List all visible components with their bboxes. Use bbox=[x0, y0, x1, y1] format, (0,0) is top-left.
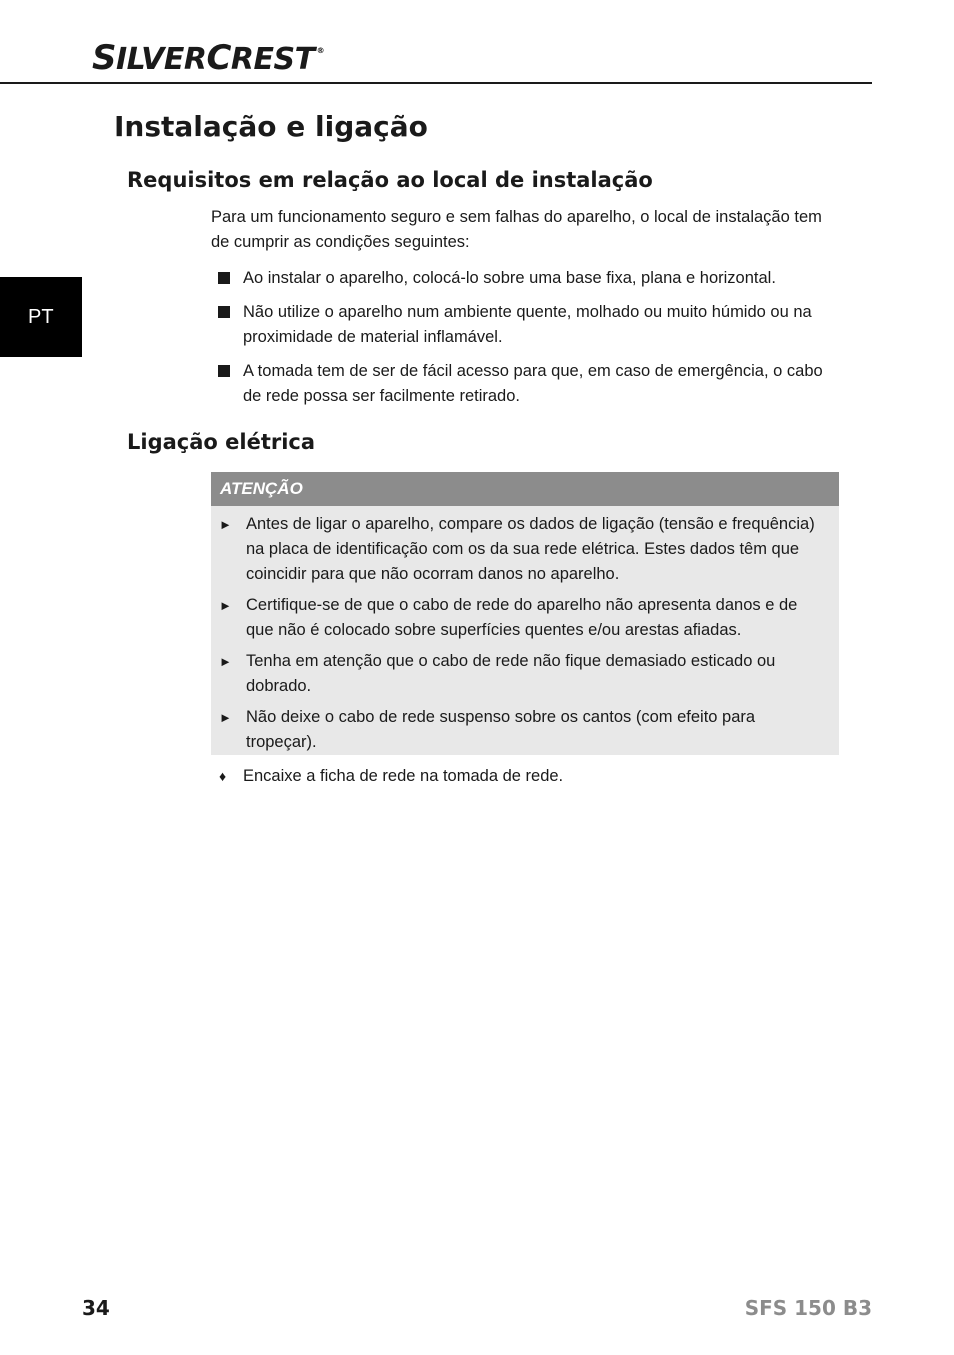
warning-item bbox=[211, 705, 839, 755]
square-bullet-icon bbox=[218, 365, 230, 377]
warning-item bbox=[211, 512, 839, 587]
logo-text: REST bbox=[230, 42, 315, 77]
instruction-step-text: Encaixe a ficha de rede na tomada de rede. bbox=[243, 767, 564, 785]
warning-item-text: Não deixe o cabo de rede suspenso sobre os cantos (com efeito para tropeçar). bbox=[246, 708, 756, 751]
square-bullet-icon bbox=[218, 306, 230, 318]
warning-header: ATENÇÃO bbox=[211, 472, 839, 506]
list-item bbox=[211, 359, 841, 409]
warning-item bbox=[211, 593, 839, 643]
language-tab bbox=[0, 277, 82, 357]
warning-item-text: Certifique-se de que o cabo de rede do aparelho não apresenta danos e de que não é colocado sobre superfícies quentes e/ou arestas afiadas. bbox=[246, 596, 798, 639]
requirements-list bbox=[211, 266, 841, 418]
warning-item-text: Tenha em atenção que o cabo de rede não fique demasiado esticado ou dobrado. bbox=[246, 652, 776, 695]
triangle-arrow-icon: ► bbox=[219, 710, 232, 725]
list-item-text: Não utilize o aparelho num ambiente quente, molhado ou muito húmido ou na proximidade de material inflamável. bbox=[243, 303, 812, 346]
page-title: Instalação e ligação bbox=[114, 110, 428, 143]
triangle-arrow-icon: ► bbox=[219, 598, 232, 613]
intro-paragraph: Para um funcionamento seguro e sem falhas do aparelho, o local de instalação tem de cumprir as condições seguintes: bbox=[211, 208, 822, 251]
triangle-arrow-icon: ► bbox=[219, 654, 232, 669]
instruction-step bbox=[211, 764, 841, 789]
logo-text: ILVER bbox=[116, 42, 207, 77]
warning-item-text: Antes de ligar o aparelho, compare os dados de ligação (tensão e frequência) na placa de identificação com os da sua rede elétrica. Estes dados têm que coincidir para que não ocorram danos no aparelho. bbox=[246, 515, 815, 583]
logo-letter: C bbox=[206, 38, 231, 78]
warning-box bbox=[211, 472, 839, 755]
warning-list bbox=[211, 506, 839, 755]
square-bullet-icon bbox=[218, 272, 230, 284]
list-item bbox=[211, 300, 841, 350]
section-heading-electrical: Ligação elétrica bbox=[127, 430, 316, 454]
triangle-arrow-icon: ► bbox=[219, 517, 232, 532]
list-item-text: A tomada tem de ser de fácil acesso para que, em caso de emergência, o cabo de rede possa ser facilmente retirado. bbox=[243, 362, 823, 405]
section-heading-requirements: Requisitos em relação ao local de instalação bbox=[127, 168, 653, 192]
logo-letter: S bbox=[92, 38, 116, 78]
diamond-icon: ♦ bbox=[219, 768, 227, 784]
warning-item bbox=[211, 649, 839, 699]
language-tab-label: PT bbox=[28, 305, 54, 328]
silvercrest-logo bbox=[92, 38, 324, 78]
header-divider bbox=[0, 82, 872, 84]
list-item bbox=[211, 266, 841, 291]
list-item-text: Ao instalar o aparelho, colocá-lo sobre uma base fixa, plana e horizontal. bbox=[243, 269, 776, 287]
model-number: SFS 150 B3 bbox=[744, 1296, 872, 1320]
registered-mark: ® bbox=[316, 46, 325, 55]
page-number: 34 bbox=[82, 1296, 110, 1320]
